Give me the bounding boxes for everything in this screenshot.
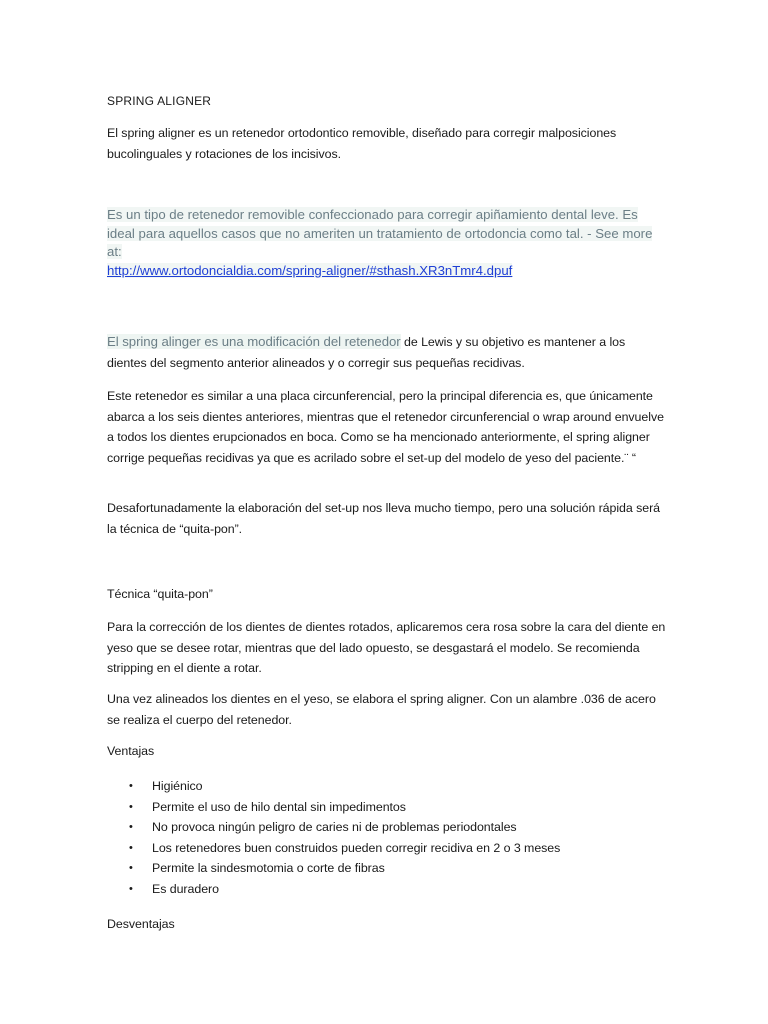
ventajas-list xyxy=(107,776,667,900)
heading-tecnica: Técnica “quita-pon” xyxy=(107,587,213,601)
comparison-paragraph: Este retenedor es similar a una placa circunferencial, pero la principal diferencia es, que únicamente abarca a los seis dientes anteriores, mientras que el retenedor circunferencial o wrap around envuelve a todos los dientes erupcionados en boca. Como se ha mencionado anteriormente, el spring aligner corrige pequeñas recidivas ya que es acrilado sobre el set-up del modelo de yeso del paciente.¨ “ xyxy=(107,389,664,465)
list-item xyxy=(107,879,667,900)
bullet-icon: • xyxy=(129,841,133,854)
intro-paragraph: El spring aligner es un retenedor ortodontico removible, diseñado para corregir malposiciones bucolinguales y rotaciones de los incisivos. xyxy=(107,126,617,161)
list-item-text: Higiénico xyxy=(152,779,203,793)
list-item-text: Permite la sindesmotomia o corte de fibras xyxy=(152,861,385,876)
quoted-excerpt-text: Es un tipo de retenedor removible confeccionado para corregir apiñamiento dental leve. Es ideal para aquellos casos que no ameriten un tratamiento de ortodoncia como tal. - See more at: xyxy=(107,207,653,259)
document-title: SPRING ALIGNER xyxy=(107,94,212,108)
lewis-paragraph xyxy=(107,332,667,373)
list-item xyxy=(107,797,667,818)
setup-paragraph: Desafortunadamente la elaboración del set-up nos lleva mucho tiempo, pero una solución rápida será la técnica de “quita-pon”. xyxy=(107,501,661,536)
heading-ventajas: Ventajas xyxy=(107,744,155,758)
bullet-icon: • xyxy=(129,780,133,792)
quoted-excerpt xyxy=(107,206,667,280)
source-link[interactable]: http://www.ortodoncialdia.com/spring-aligner/#sthash.XR3nTmr4.dpuf xyxy=(107,262,513,278)
bullet-icon: • xyxy=(129,821,133,834)
fabrication-paragraph: Una vez alineados los dientes en el yeso, se elabora el spring aligner. Con un alambre .036 de acero se realiza el cuerpo del retenedor. xyxy=(107,692,656,727)
bullet-icon: • xyxy=(129,862,133,875)
lewis-paragraph-lead: El spring alinger es una modificación del retenedor xyxy=(107,334,401,349)
bullet-icon: • xyxy=(129,882,133,895)
list-item-text: Es duradero xyxy=(152,881,219,896)
correction-paragraph: Para la corrección de los dientes de dientes rotados, aplicaremos cera rosa sobre la cara del diente en yeso que se desee rotar, mientras que del lado opuesto, se desgastará el modelo. Se recomienda stripping en el diente a rotar. xyxy=(107,620,666,675)
list-item xyxy=(107,838,667,859)
lewis-paragraph-rest: de Lewis y su objetivo es mantener a los dientes del segmento anterior alineados y o corregir sus pequeñas recidivas. xyxy=(107,335,626,370)
list-item-text: Permite el uso de hilo dental sin impedimentos xyxy=(152,799,406,814)
list-item xyxy=(107,858,667,879)
bullet-icon: • xyxy=(129,800,133,813)
list-item-text: Los retenedores buen construidos pueden corregir recidiva en 2 o 3 meses xyxy=(152,840,561,855)
list-item-text: No provoca ningún peligro de caries ni de problemas periodontales xyxy=(152,820,517,835)
list-item xyxy=(107,776,667,797)
heading-desventajas: Desventajas xyxy=(107,917,175,931)
list-item xyxy=(107,817,667,838)
